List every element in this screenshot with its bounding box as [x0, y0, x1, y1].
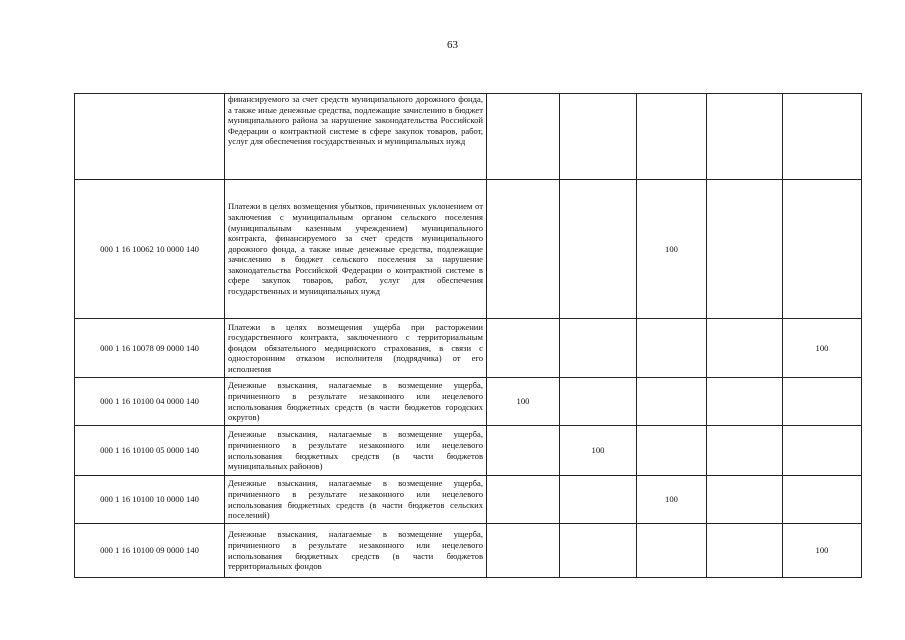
table-row	[75, 476, 862, 524]
revenue-code-cell	[75, 94, 225, 180]
table-row	[75, 524, 862, 578]
share-extra-cell	[707, 426, 783, 476]
revenue-description-cell: Денежные взыскания, налагаемые в возмещение ущерба, причиненного в результате незаконного или нецелевого использования бюджетных средств (в части бюджетов территориальных фондов	[225, 524, 487, 578]
revenue-code-cell: 000 1 16 10100 05 0000 140	[75, 426, 225, 476]
share-municipal-district-cell	[560, 180, 637, 319]
share-fund-cell	[783, 94, 862, 180]
share-rural-settlement-cell	[637, 378, 707, 426]
revenue-description-cell: Платежи в целях возмещения ущерба при расторжении государственного контракта, заключенного с территориальным фондом обязательного медицинского страхования, в связи с односторонним отказом исполнителя (подрядчика) от его исполнения	[225, 319, 487, 378]
share-fund-cell	[783, 378, 862, 426]
share-rural-settlement-cell	[637, 524, 707, 578]
table-row	[75, 94, 862, 180]
revenue-description-cell: Платежи в целях возмещения убытков, причиненных уклонением от заключения с муниципальным органом сельского поселения (муниципальным казенным учреждением) муниципального контракта, финансируемого за счет средств муниципального дорожного фонда, а также иные денежные средства, подлежащие зачислению в бюджет сельского поселения за нарушение законодательства Российской Федерации о контрактной системе в сфере закупок товаров, работ, услуг для обеспечения государственных и муниципальных нужд	[225, 180, 487, 319]
share-city-district-cell	[487, 180, 560, 319]
share-rural-settlement-cell	[637, 319, 707, 378]
revenue-code-cell: 000 1 16 10078 09 0000 140	[75, 319, 225, 378]
share-fund-cell	[783, 426, 862, 476]
revenue-code-cell: 000 1 16 10100 04 0000 140	[75, 378, 225, 426]
share-city-district-cell	[487, 94, 560, 180]
table-row	[75, 180, 862, 319]
share-extra-cell	[707, 319, 783, 378]
share-extra-cell	[707, 524, 783, 578]
share-fund-cell: 100	[783, 319, 862, 378]
table-row	[75, 378, 862, 426]
share-municipal-district-cell: 100	[560, 426, 637, 476]
share-rural-settlement-cell: 100	[637, 476, 707, 524]
revenue-description-cell: финансируемого за счет средств муниципального дорожного фонда, а также иные денежные средства, подлежащие зачислению в бюджет муниципального района за нарушение законодательства Российской Федерации о контрактной системе в сфере закупок товаров, работ, услуг для обеспечения государственных и муниципальных нужд	[225, 94, 487, 180]
share-municipal-district-cell	[560, 319, 637, 378]
share-extra-cell	[707, 180, 783, 319]
share-municipal-district-cell	[560, 94, 637, 180]
table-row	[75, 319, 862, 378]
share-extra-cell	[707, 94, 783, 180]
share-fund-cell	[783, 180, 862, 319]
table-row	[75, 426, 862, 476]
share-fund-cell	[783, 476, 862, 524]
share-rural-settlement-cell	[637, 426, 707, 476]
page-number: 63	[447, 39, 458, 51]
revenue-table	[74, 93, 862, 578]
revenue-description-cell: Денежные взыскания, налагаемые в возмещение ущерба, причиненного в результате незаконного или нецелевого использования бюджетных средств (в части бюджетов муниципальных районов)	[225, 426, 487, 476]
share-rural-settlement-cell	[637, 94, 707, 180]
share-extra-cell	[707, 378, 783, 426]
share-municipal-district-cell	[560, 524, 637, 578]
share-city-district-cell	[487, 476, 560, 524]
revenue-description-cell: Денежные взыскания, налагаемые в возмещение ущерба, причиненного в результате незаконного или нецелевого использования бюджетных средств (в части бюджетов сельских поселений)	[225, 476, 487, 524]
share-city-district-cell: 100	[487, 378, 560, 426]
share-extra-cell	[707, 476, 783, 524]
share-rural-settlement-cell: 100	[637, 180, 707, 319]
revenue-code-cell: 000 1 16 10100 10 0000 140	[75, 476, 225, 524]
revenue-code-cell: 000 1 16 10100 09 0000 140	[75, 524, 225, 578]
share-city-district-cell	[487, 319, 560, 378]
revenue-description-cell: Денежные взыскания, налагаемые в возмещение ущерба, причиненного в результате незаконного или нецелевого использования бюджетных средств (в части бюджетов городских округов)	[225, 378, 487, 426]
share-fund-cell: 100	[783, 524, 862, 578]
share-city-district-cell	[487, 426, 560, 476]
share-municipal-district-cell	[560, 476, 637, 524]
revenue-code-cell: 000 1 16 10062 10 0000 140	[75, 180, 225, 319]
share-city-district-cell	[487, 524, 560, 578]
share-municipal-district-cell	[560, 378, 637, 426]
